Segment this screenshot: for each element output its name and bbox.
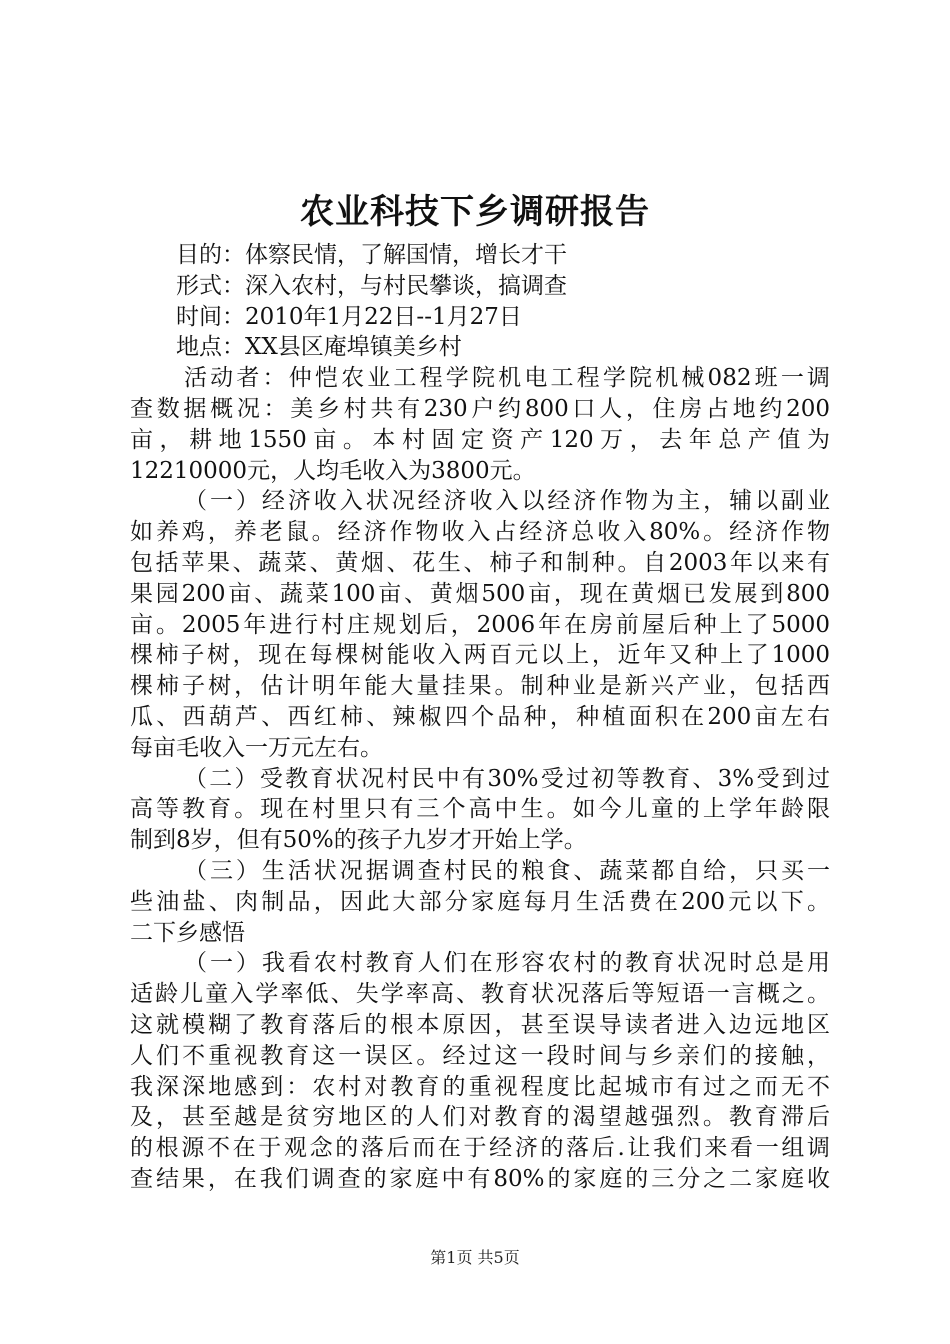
text-line: 如养鸡，养老鼠。经济作物收入占经济总收入80%。经济作物 — [130, 519, 830, 546]
text-line: 制到8岁，但有50%的孩子九岁才开始上学。 — [130, 827, 587, 854]
text-line: 二下乡感悟 — [130, 919, 245, 946]
text-line: 这就模糊了教育落后的根本原因，甚至误导读者进入边远地区 — [130, 1011, 830, 1038]
text-line: 适龄儿童入学率低、失学率高、教育状况落后等短语一言概之。 — [130, 981, 830, 1008]
text-line: 瓜、西葫芦、西红柿、辣椒四个品种，种植面积在200亩左右 — [130, 703, 830, 730]
text-line: 果园200亩、蔬菜100亩、黄烟500亩，现在黄烟已发展到800 — [130, 580, 830, 607]
text-line: 目的：体察民情，了解国情，增长才干 — [176, 242, 567, 268]
text-line: （二）受教育状况村民中有30%受过初等教育、3%受到过 — [184, 765, 830, 792]
text-line: 棵柿子树，估计明年能大量挂果。制种业是新兴产业，包括西 — [130, 673, 830, 700]
text-line: 我深深地感到：农村对教育的重视程度比起城市有过之而无不 — [130, 1073, 830, 1100]
text-line: 些油盐、肉制品，因此大部分家庭每月生活费在200元以下。 — [130, 888, 830, 915]
text-line: 每亩毛收入一万元左右。 — [130, 734, 383, 761]
text-line: 形式：深入农村，与村民攀谈，搞调查 — [176, 272, 567, 299]
text-line: 包括苹果、蔬菜、黄烟、花生、柿子和制种。自2003年以来有 — [130, 549, 830, 576]
text-line: 棵柿子树，现在每棵树能收入两百元以上，近年又种上了1000 — [130, 642, 830, 669]
text-line: （三）生活状况据调查村民的粮食、蔬菜都自给，只买一 — [184, 857, 830, 884]
text-line: 活动者：仲恺农业工程学院机电工程学院机械082班一调 — [184, 365, 830, 392]
text-line: 人们不重视教育这一误区。经过这一段时间与乡亲们的接触， — [130, 1042, 830, 1069]
text-line: （一）经济收入状况经济收入以经济作物为主，辅以副业 — [184, 488, 830, 515]
text-line: 高等教育。现在村里只有三个高中生。如今儿童的上学年龄限 — [130, 796, 830, 823]
text-line: 查结果，在我们调查的家庭中有80%的家庭的三分之二家庭收 — [130, 1165, 830, 1192]
text-line: 时间：2010年1月22日--1月27日 — [176, 303, 522, 330]
text-line: 亩，耕地1550亩。本村固定资产120万，去年总产值为 — [130, 426, 830, 453]
text-line: 12210000元，人均毛收入为3800元。 — [130, 457, 536, 484]
text-line: 查数据概况：美乡村共有230户约800口人，住房占地约200 — [130, 395, 830, 422]
text-line: 亩。2005年进行村庄规划后，2006年在房前屋后种上了5000 — [130, 611, 830, 638]
page-footer: 第1页 共5页 — [430, 1248, 520, 1267]
document-title: 农业科技下乡调研报告 — [300, 192, 650, 232]
text-line: 地点：XX县区庵埠镇美乡村 — [176, 334, 462, 361]
text-line: 的根源不在于观念的落后而在于经济的落后.让我们来看一组调 — [130, 1135, 830, 1162]
text-line: （一）我看农村教育人们在形容农村的教育状况时总是用 — [184, 950, 830, 977]
document-body — [130, 240, 830, 1195]
text-line: 及，甚至越是贫穷地区的人们对教育的渴望越强烈。教育滞后 — [130, 1104, 830, 1131]
